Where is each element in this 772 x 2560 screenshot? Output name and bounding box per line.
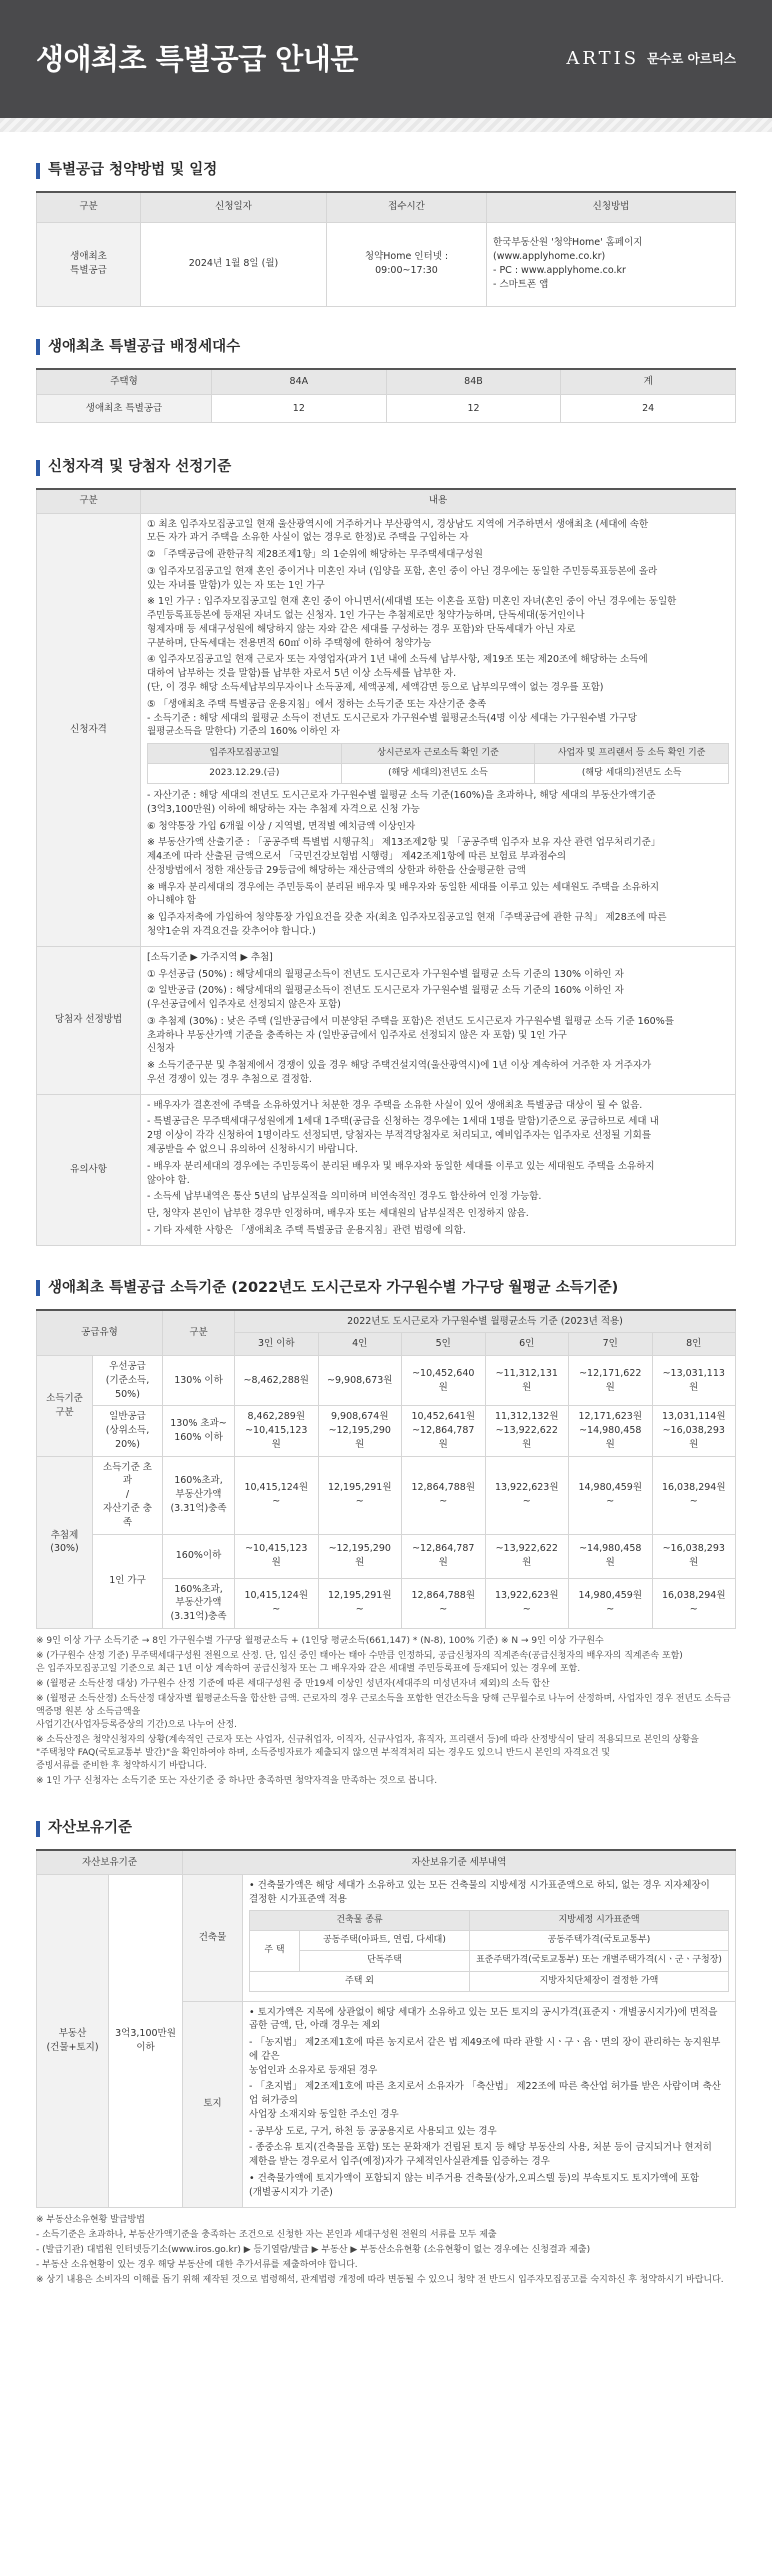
asset-amount: 3억3,100만원 이하: [109, 1874, 183, 2207]
list-item: ⑥ 청약통장 가입 6개월 이상 / 지역별, 면적별 예치금액 이상인자: [147, 820, 416, 832]
table-header: 구분: [163, 1310, 235, 1356]
allocation-table: [36, 368, 736, 424]
selection-content: [141, 946, 736, 1094]
section-bar: [36, 163, 40, 179]
table-header: 지방세정 시가표준액: [470, 1911, 729, 1931]
section-allocation: [0, 337, 772, 424]
schedule-table: [36, 191, 736, 307]
list-item: ① 우선공급 (50%) : 해당세대의 월평균소득이 전년도 도시근로자 가구원수별 월평균 소득 기준의 130% 이하인 자: [147, 968, 624, 980]
table-cell: 8,462,289원 ~10,415,123원: [235, 1406, 319, 1456]
section-bar: [36, 1280, 40, 1296]
table-cell: ~14,980,458원: [569, 1534, 653, 1578]
table-cell: 12,171,623원 ~14,980,458원: [569, 1406, 653, 1456]
list-item: ※ 1인 가구 : 입주자모집공고일 현재 혼인 중이 아니면서(세대별 또는 이혼을 포함) 미혼인 자녀(혼인 중이 아닌 경우에는 동일한 주민등록표등본에 등재된 자녀도 없는 신청자. 1인 가구는 추첨제로만 청약가능하며, 단독세대(동거인이나 형제자매 등 세대구성원에 해당하지 않는 자와 같은 세대를 구성하는 경우 포함)와 단독세대가 아닌 자로 구분하며, 단독세대는 전용면적 60㎡ 이하 주택형에 한하여 청약가능: [147, 596, 677, 649]
header-stripe: [0, 118, 772, 132]
table-cell: 13,922,623원~: [485, 1456, 569, 1534]
income-check-table: [147, 743, 729, 784]
list-item: - 소득세 납부내역은 통산 5년의 납부실적을 의미하며 비연속적인 경우도 합산하여 인정 가능함.: [147, 1191, 542, 1203]
table-header: 사업자 및 프리랜서 등 소득 확인 기준: [535, 744, 729, 764]
table-header: 주택형: [37, 369, 212, 395]
table-row: [37, 1356, 736, 1406]
section-title: [36, 1818, 736, 1839]
list-item: • 토지가액은 지목에 상관없이 해당 세대가 소유하고 있는 모든 토지의 공시가격(표준지ㆍ개별공시지가)에 면적을 곱한 금액, 단, 아래 경우는 제외: [249, 2006, 718, 2032]
table-cell: 주 택: [250, 1931, 300, 1971]
row-div: 160%초과, 부동산가액 (3.31억)충족: [163, 1456, 235, 1534]
brand-name: 문수로 아르티스: [647, 50, 736, 66]
page-title: 생애최초 특별공급 안내문: [36, 41, 358, 76]
section-bar: [36, 339, 40, 355]
row-type: 우선공급 (기준소득, 50%): [93, 1356, 163, 1406]
list-item: ※ 부동산가액 산출기준 : 「공공주택 특별법 시행규칙」 제13조제2항 및 「공공주택 입주자 보유 자산 관련 업무처리기준」 제4조에 따라 산출된 금액으로서 「국민건강보험법 시행령」 제42조제1항에 따른 보험료 부과점수의 산정방법에서 정한 재산등급 29등급에 해당하는 재산금액의 상한과 하한을 산술평균한 금액: [147, 837, 661, 876]
table-cell: ~12,864,787원: [402, 1534, 486, 1578]
building-content: [243, 1874, 736, 2001]
row-div: 160%이하: [163, 1534, 235, 1578]
row-div: 130% 이하: [163, 1356, 235, 1406]
list-item: - 「농지법」 제2조제1호에 따른 농지로서 같은 법 제49조에 따라 관할 시ㆍ구ㆍ읍ㆍ면의 장이 관리하는 농지원부에 같은 농업인과 소유자로 등재된 경우: [249, 2037, 721, 2076]
list-item: - 특별공급은 무주택세대구성원에게 1세대 1주택(공급을 신청하는 경우에는 1세대 1명을 말함)기준으로 공급하므로 세대 내 2명 이상이 각각 신청하여 1명이라도 선정되면, 당첨자는 부적격당첨자로 처리되고, 예비입주자는 입주자로 선정될 기회를 제공받을 수 없으니 유의하여 신청하시기 바랍니다.: [147, 1116, 659, 1155]
row-label: 토지: [183, 2001, 243, 2207]
table-cell: 10,452,641원 ~12,864,787원: [402, 1406, 486, 1456]
list-item: ⑤ 「생애최초 주택 특별공급 운용지침」에서 정하는 소득기준 또는 자산기준 충족 - 소득기준 : 해당 세대의 월평균 소득이 전년도 도시근로자 가구원수별 월평균소득(4명 이상 세대는 가구원수별 가구당 월평균소득을 말한다) 기준의 160% 이하인 자: [147, 698, 637, 738]
table-header: 2022년도 도시근로자 가구원수별 월평균소득 기준 (2023년 적용): [235, 1310, 736, 1333]
list-item: ① 최초 입주자모집공고일 현재 울산광역시에 거주하거나 부산광역시, 경상남도 지역에 거주하면서 생애최초 (세대에 속한 모든 자가 과거 주택을 소유한 사실이 없는 경우로 한정)로 주택을 구입하는 자: [147, 518, 649, 544]
table-header: 신청일자: [141, 192, 327, 222]
asset-label: 부동산 (건물+토지): [37, 1874, 109, 2207]
table-cell: ~16,038,293원: [652, 1534, 736, 1578]
table-cell: 12: [212, 395, 387, 423]
table-cell: (해당 세대의)전년도 소득: [535, 764, 729, 784]
table-cell: 14,980,459원~: [569, 1456, 653, 1534]
table-cell: 16,038,294원~: [652, 1578, 736, 1628]
note: ※ (월평균 소득산정 대상) 가구원수 산정 기준에 따른 세대구성원 중 만19세 이상인 성년자(세대주의 미성년자녀 제외)의 소득 합산: [36, 1678, 550, 1689]
note: ※ 부동산소유현황 발급방법: [36, 2214, 145, 2225]
qualification-table: [36, 488, 736, 1246]
list-item: - 공부상 도로, 구거, 하천 등 공공용지로 사용되고 있는 경우: [249, 2125, 497, 2137]
table-cell: 12,864,788원~: [402, 1578, 486, 1628]
table-header: 84B: [386, 369, 561, 395]
row-type: 소득기준 초과 / 자산기준 충족: [93, 1456, 163, 1534]
table-cell: 11,312,132원 ~13,922,622원: [485, 1406, 569, 1456]
table-cell: 9,908,674원 ~12,195,290원: [318, 1406, 402, 1456]
section-schedule: [0, 160, 772, 307]
row-div: 160%초과, 부동산가액 (3.31억)충족: [163, 1578, 235, 1628]
table-row: [37, 1456, 736, 1534]
table-header: 상시근로자 근로소득 확인 기준: [341, 744, 535, 764]
list-item: ※ 소득기준구분 및 추첨제에서 경쟁이 있을 경우 해당 주택건설지역(울산광역시)에 1년 이상 계속하여 거주한 자 거주자가 우선 경쟁이 있는 경우 추첨으로 결정함.: [147, 1060, 652, 1085]
section-title-text: 생애최초 특별공급 소득기준 (2022년도 도시근로자 가구원수별 가구당 월평균 소득기준): [48, 1279, 619, 1296]
row-group: 추첨제(30%): [37, 1456, 93, 1628]
list-item: • 건축물가액은 해당 세대가 소유하고 있는 모든 건축물의 지방세정 시가표준액으로 하되, 없는 경우 지자체장이 결정한 시가표준액 적용: [249, 1879, 710, 1905]
row-label: 건축물: [183, 1874, 243, 2001]
section-title-text: 특별공급 청약방법 및 일정: [48, 162, 218, 178]
list-item: ③ 입주자모집공고일 현재 혼인 중이거나 미혼인 자녀 (입양을 포함, 혼인 중이 아닌 경우에는 동일한 주민등록표등본에 올라 있는 자녀를 말함)가 있는 자 또는 1인 가구: [147, 565, 658, 591]
land-content: [243, 2001, 736, 2207]
list-item: - 자산기준 : 해당 세대의 전년도 도시근로자 가구원수별 월평균 소득 기준(160%)을 초과하나, 해당 세대의 부동산가액기준 (3억3,100만원) 이하에 해당하는 자는 추첨제 자격으로 신청 가능: [147, 790, 656, 815]
table-cell: ~12,171,622원: [569, 1356, 653, 1406]
table-cell: 13,922,623원~: [485, 1578, 569, 1628]
note: - (발급기관) 대법원 인터넷등기소(www.iros.go.kr) ▶ 등기열람/발급 ▶ 부동산 ▶ 부동산소유현황 (소유현황이 없는 경우에는 신청결과 제출): [36, 2244, 591, 2255]
list-item: - 기타 자세한 사항은 「생애최초 주택 특별공급 운용지침」관련 법령에 의함.: [147, 1224, 466, 1236]
row-label: 생애최초 특별공급: [37, 222, 141, 306]
section-title-text: 자산보유기준: [48, 1820, 133, 1837]
row-label: 생애최초 특별공급: [37, 395, 212, 423]
table-header: 자산보유기준 세부내역: [183, 1850, 736, 1874]
table-cell: 12,195,291원~: [318, 1456, 402, 1534]
section-title: [36, 457, 736, 478]
table-header: 구분: [37, 489, 141, 513]
note: ※ 상기 내용은 소비자의 이해를 돕기 위해 제작된 것으로 법령해석, 관계법령 개정에 따라 변동될 수 있으니 청약 전 반드시 입주자모집공고를 숙지하신 후 청약하시기 바랍니다.: [36, 2274, 724, 2285]
table-cell: 공동주택가격(국토교통부): [470, 1931, 729, 1951]
table-cell: ~13,031,113원: [652, 1356, 736, 1406]
list-item: 단, 청약자 본인이 납부한 경우만 인정하며, 배우자 또는 세대원의 납부실적은 인정하지 않음.: [147, 1208, 529, 1220]
table-header: 4인: [318, 1333, 402, 1356]
table-cell: 주택 외: [250, 1971, 470, 1991]
note: - 부동산 소유현황이 있는 경우 해당 부동산에 대한 추가서류를 제출하여야 합니다.: [36, 2259, 358, 2270]
list-item: ③ 추첨제 (30%) : 낮은 주택 (일반공급에서 미분양된 주택을 포함)은 전년도 도시근로자 가구원수별 월평균 소득 기준 160%를 초과하나 부동산가액 기준을 충족하는 자 (일반공급에서 입주자로 선정되지 않은 자 포함) 및 1인 가구 신청자: [147, 1015, 674, 1055]
table-header: 구분: [37, 192, 141, 222]
table-header: 내용: [141, 489, 736, 513]
list-item: - 배우자 분리세대의 경우에는 주민등록이 분리된 배우자 및 배우자와 동일한 세대를 이루고 있는 세대원도 주택을 소유하지 않아야 함.: [147, 1160, 655, 1186]
row-label: 유의사항: [37, 1094, 141, 1245]
list-item: ④ 입주자모집공고일 현재 근로자 또는 자영업자(과거 1년 내에 소득세 납부사항, 제19조 또는 제20조에 해당하는 소득에 대하여 납부하는 것을 말함)를 납부한 자로서 5년 이상 소득세를 납부한 자. (단, 이 경우 해당 소득세납부의무자이나 소득공제, 세액공제, 세액감면 등으로 납부의무액이 없는 경우를 포함): [147, 654, 648, 693]
header-bar: [0, 0, 772, 118]
list-item: - 배우자가 결혼전에 주택을 소유하였거나 처분한 경우 주택을 소유한 사실이 있어 생애최초 특별공급 대상이 될 수 없음.: [147, 1099, 643, 1111]
table-header: 7인: [569, 1333, 653, 1356]
list-item: ② 일반공급 (20%) : 해당세대의 월평균소득이 전년도 도시근로자 가구원수별 월평균 소득 기준의 160% 이하인 자 (우선공급에서 입주자로 선정되지 않은자 포함): [147, 985, 624, 1011]
asset-notes: [0, 2208, 772, 2287]
table-cell: 14,980,459원~: [569, 1578, 653, 1628]
row-label: 당첨자 선정방법: [37, 946, 141, 1094]
table-cell: 단독주택: [300, 1951, 470, 1971]
table-cell: 12: [386, 395, 561, 423]
list-item: - 「초지법」 제2조제1호에 따른 초지로서 소유자가 「축산법」 제22조에 따른 축산업 허가를 받은 사람이며 축산업 허가증의 사업장 소재지와 동일한 주소인 경우: [249, 2081, 721, 2120]
table-header: 8인: [652, 1333, 736, 1356]
table-header: 공급유형: [37, 1310, 163, 1356]
table-cell: 공동주택(아파트, 연립, 다세대): [300, 1931, 470, 1951]
table-cell: ~8,462,288원: [235, 1356, 319, 1406]
apply-method: 한국부동산원 '청약Home' 홈페이지 (www.applyhome.co.kr) - PC : www.applyhome.co.kr - 스마트폰 앱: [487, 222, 736, 306]
row-type: 1인 가구: [93, 1534, 163, 1628]
table-cell: 지방자치단체장이 결정한 가액: [470, 1971, 729, 1991]
table-cell: 12,864,788원~: [402, 1456, 486, 1534]
income-table: [36, 1309, 736, 1629]
table-header: 신청방법: [487, 192, 736, 222]
table-header: 6인: [485, 1333, 569, 1356]
brand: [566, 46, 736, 72]
note: ※ (가구원수 산정 기준) 무주택세대구성원 전원으로 산정. 단, 입신 중인 태아는 태아 수만큼 인정하되, 공급신청자의 직계존속(공급신청자의 배우자의 직계존속 포함) 은 입주자모집공고일 기준으로 최근 1년 이상 계속하여 공급신청자 또는 그 배우자와 같은 세대별 주민등록표에 등재되어 있는 경우에 포함.: [36, 1650, 683, 1674]
table-header: 건축물 종류: [250, 1911, 470, 1931]
table-cell: 표준주택가격(국토교통부) 또는 개별주택가격(시ㆍ군ㆍ구청장): [470, 1951, 729, 1971]
note: ※ 9인 이상 가구 소득기준 → 8인 가구원수별 가구당 월평균소득 + (1인당 평균소득(661,147) * (N-8), 100% 기준) ※ N → 9인 이상 가구원수: [36, 1635, 604, 1646]
note: ※ 1인 가구 신청자는 소득기준 또는 자산기준 중 하나만 충족하면 청약자격을 만족하는 것으로 봅니다.: [36, 1776, 438, 1787]
list-item: ※ 입주자저축에 가입하여 청약통장 가입요건을 갖춘 자(최초 입주자모집공고일 현재「주택공급에 관한 규칙」 제28조에 따른 청약1순위 자격요건을 갖추어야 합니다.): [147, 912, 667, 938]
table-row: [37, 1406, 736, 1456]
table-cell: 13,031,114원 ~16,038,293원: [652, 1406, 736, 1456]
section-income: [0, 1278, 772, 1629]
table-row: [37, 1534, 736, 1578]
list-item: • 건축물가액에 토지가액이 포함되지 않는 비주거용 건축물(상가,오피스텔 등)의 부속토지도 토지가액에 포함 (개별공시지가 기준): [249, 2173, 700, 2198]
table-cell: 10,415,124원~: [235, 1456, 319, 1534]
table-header: 3인 이하: [235, 1333, 319, 1356]
table-cell: 24: [561, 395, 736, 423]
row-group: 소득기준구분: [37, 1356, 93, 1457]
table-cell: 2023.12.29.(금): [148, 764, 342, 784]
section-title: [36, 337, 736, 358]
section-title: [36, 1278, 736, 1299]
list-item: ② 「주택공급에 관한규칙 제28조제1항」의 1순위에 해당하는 무주택세대구성원: [147, 549, 483, 561]
table-cell: ~10,452,640원: [402, 1356, 486, 1406]
building-price-table: [249, 1910, 729, 1991]
row-label: 신청자격: [37, 513, 141, 946]
section-title: [36, 160, 736, 181]
table-cell: 10,415,124원~: [235, 1578, 319, 1628]
table-cell: ~11,312,131원: [485, 1356, 569, 1406]
table-header: 계: [561, 369, 736, 395]
section-bar: [36, 1821, 40, 1837]
asset-table: [36, 1849, 736, 2207]
table-header: 접수시간: [327, 192, 487, 222]
qualification-content: [141, 513, 736, 946]
apply-time: 청약Home 인터넷 : 09:00~17:30: [327, 222, 487, 306]
note: ※ 소득산정은 청약신청자의 상황(계속적인 근로자 또는 사업자, 신규취업자, 이직자, 신규사업자, 휴직자, 프리랜서 등)에 따라 산정방식이 달리 적용되므로 본인의 상황을 "주택청약 FAQ(국토교통부 발간)"을 확인하여야 하며, 소득증빙자료가 제출되지 않으면 부적격처리 되는 경우도 있으니 반드시 본인의 자격요건 및 증빙서류를 준비한 후 청약하시기 바랍니다.: [36, 1735, 699, 1772]
section-title-text: 신청자격 및 당첨자 선정기준: [48, 459, 232, 476]
table-header: 자산보유기준: [37, 1850, 183, 1874]
table-cell: ~10,415,123원: [235, 1534, 319, 1578]
table-cell: ~13,922,622원: [485, 1534, 569, 1578]
note: ※ (월평균 소득산정) 소득산정 대상자별 월평균소득을 합산한 금액. 근로자의 경우 근로소득을 포함한 연간소득을 당해 근무월수로 나누어 산정하며, 사업자인 경우 전년도 소득금액증명 원본 상 소득금액을 사업기간(사업자등록증상의 기간)으로 나누어 산정.: [36, 1694, 731, 1731]
row-div: 130% 초과~ 160% 이하: [163, 1406, 235, 1456]
section-qualification: [0, 457, 772, 1246]
table-cell: 12,195,291원~: [318, 1578, 402, 1628]
table-header: 입주자모집공고일: [148, 744, 342, 764]
list-item: ※ 배우자 분리세대의 경우에는 주민등록이 분리된 배우자 및 배우자와 동일한 세대를 이루고 있는 세대원도 주택을 소유하지 아니해야 함: [147, 881, 660, 907]
table-cell: ~12,195,290원: [318, 1534, 402, 1578]
apply-date: 2024년 1월 8일 (월): [141, 222, 327, 306]
section-bar: [36, 460, 40, 476]
list-item: - 종중소유 토지(건축물을 포함) 또는 문화재가 건립된 토지 등 해당 부동산의 사용, 처분 등이 금지되거나 현저히 제한을 받는 경우로서 입주(예정)자가 구체적인사실관계를 입증하는 경우: [249, 2142, 712, 2168]
table-header: 84A: [212, 369, 387, 395]
table-cell: (해당 세대의)전년도 소득: [341, 764, 535, 784]
table-cell: ~9,908,673원: [318, 1356, 402, 1406]
list-item: [소득기준 ▶ 가주지역 ▶ 추첨]: [147, 951, 273, 963]
section-title-text: 생애최초 특별공급 배정세대수: [48, 338, 241, 355]
note: - 소득기준은 초과하나, 부동산가액기준을 충족하는 조건으로 신청한 자는 본인과 세대구성원 전원의 서류를 모두 제출: [36, 2229, 497, 2240]
brand-logo: ARTIS: [566, 47, 640, 69]
caution-content: [141, 1094, 736, 1245]
income-notes: [0, 1629, 772, 1789]
row-type: 일반공급 (상위소득, 20%): [93, 1406, 163, 1456]
section-assets: [0, 1818, 772, 2207]
table-header: 5인: [402, 1333, 486, 1356]
table-cell: 16,038,294원~: [652, 1456, 736, 1534]
